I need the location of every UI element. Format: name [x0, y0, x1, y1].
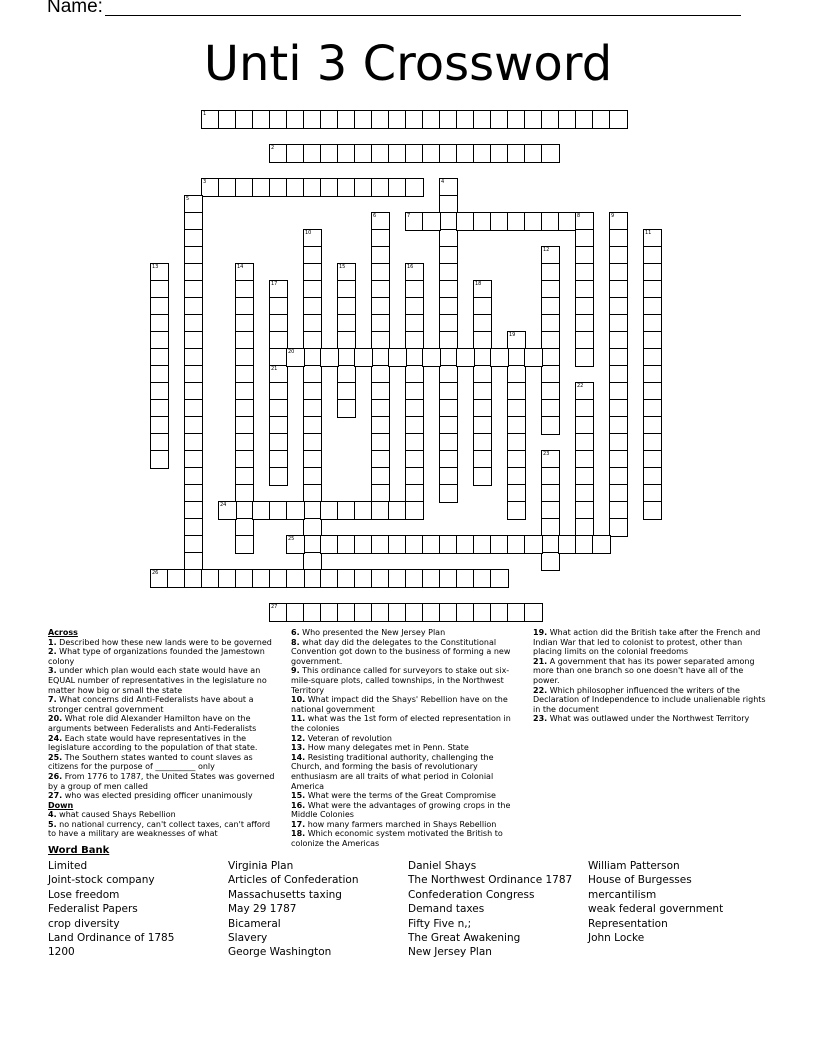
word-bank-item: Confederation Congress [408, 888, 535, 901]
clue-number-label: 16. [291, 800, 306, 810]
clue-number-label: 2. [48, 647, 57, 657]
clue-number-label: 25. [48, 752, 63, 762]
clue-number-label: 14. [291, 752, 306, 762]
clue-number-label: 4. [48, 810, 57, 820]
clue-text: How many delegates met in Penn. State [305, 743, 469, 753]
clue-text: who was elected presiding officer unanimously [62, 791, 253, 801]
word-bank-item: Federalist Papers [48, 903, 138, 916]
grid-cell[interactable] [286, 348, 305, 367]
clue-item [533, 628, 768, 657]
word-bank-title: Word Bank [48, 845, 110, 856]
clue-number-label: 6. [291, 628, 300, 637]
grid-cell[interactable] [541, 416, 560, 435]
word-bank-item: Daniel Shays [408, 860, 477, 872]
clue-text: What type of organizations founded the Jamestown colony [48, 647, 265, 666]
word-bank-item: The Great Awakening [408, 932, 521, 945]
grid-cell[interactable] [439, 484, 458, 503]
clues-column-1 [48, 628, 278, 839]
clue-number: 20 [288, 349, 295, 355]
clue-number: 7 [407, 213, 411, 219]
word-bank-item: Virginia Plan [228, 860, 294, 872]
clues-column-2 [291, 628, 526, 849]
clue-number: 3 [203, 179, 207, 185]
clue-item [291, 801, 526, 820]
clue-number: 16 [407, 264, 414, 270]
word-bank-item: Land Ordinance of 1785 [48, 932, 175, 945]
clue-text: under which plan would each state would have an EQUAL number of representatives in the legislature no matter how big or small the state [48, 666, 267, 695]
grid-cell[interactable] [609, 110, 628, 129]
clue-number-label: 27. [48, 791, 63, 801]
grid-cell[interactable] [388, 348, 407, 367]
clue-number: 26 [152, 570, 159, 576]
word-bank-item: Limited [48, 860, 88, 872]
clue-text: What role did Alexander Hamilton have on the arguments between Federalists and Anti-Federalists [48, 714, 257, 733]
clue-item [533, 714, 768, 724]
clue-number: 15 [339, 264, 346, 270]
clue-text: What impact did the Shays' Rebellion have on the national government [291, 695, 508, 714]
grid-cell[interactable] [592, 535, 611, 554]
clue-number: 24 [220, 502, 227, 508]
word-bank-item: Slavery [228, 932, 268, 945]
clue-number-label: 13. [291, 743, 306, 753]
clue-number: 11 [645, 230, 652, 236]
clue-text: no national currency, can't collect taxes, can't afford to have a military are weaknesses of what [48, 819, 271, 839]
grid-cell[interactable] [490, 569, 509, 588]
clue-number: 8 [577, 213, 581, 219]
word-bank-item: George Washington [228, 946, 332, 959]
grid-cell[interactable] [541, 552, 560, 571]
clue-number-label: 10. [291, 695, 306, 705]
word-bank-item: Bicameral [228, 917, 281, 930]
clue-item [48, 714, 278, 733]
word-bank-item: Demand taxes [408, 903, 485, 916]
grid-cell[interactable] [286, 535, 305, 554]
clue-text: Described how these new lands were to be governed [56, 637, 272, 647]
clue-number-label: 1. [48, 637, 57, 647]
clue-text: What was outlawed under the Northwest Territory [547, 714, 750, 724]
clue-number: 2 [271, 145, 275, 151]
clue-item [291, 791, 526, 801]
grid-cell[interactable] [269, 467, 288, 486]
word-bank-item: Fifty Five n,; [408, 917, 472, 930]
grid-cell[interactable] [490, 348, 509, 367]
clue-text: Veteran of revolution [305, 733, 392, 743]
clue-number: 27 [271, 604, 278, 610]
clue-number-label: 19. [533, 628, 548, 637]
clue-text: what caused Shays Rebellion [56, 810, 176, 820]
word-bank-column [48, 859, 174, 960]
clue-number: 6 [373, 213, 377, 219]
clue-text: Resisting traditional authority, challenging the Church, and forming the basis of revolutionary enthusiasm are all traits of what period in Colonial America [291, 752, 494, 791]
clue-text: what was the 1st form of elected representation in the colonies [291, 714, 511, 733]
clue-text: This ordinance called for surveyors to stake out six-mile-square plots, called townships, in the Northwest Territory [291, 666, 510, 695]
clue-text: A government that has its power separated among more than one branch so one doesn't have all of the power. [533, 656, 755, 685]
word-bank-item: William Patterson [588, 860, 680, 872]
grid-cell[interactable] [235, 535, 254, 554]
clue-item [291, 666, 526, 695]
clue-number-label: 17. [291, 819, 306, 829]
clue-number-label: 15. [291, 791, 306, 801]
grid-cell[interactable] [524, 535, 543, 554]
clue-number: 23 [543, 451, 550, 457]
clue-number: 17 [271, 281, 278, 287]
word-bank-item: House of Burgesses [588, 874, 692, 887]
grid-cell[interactable] [354, 348, 373, 367]
word-bank-item: Massachusetts taxing [228, 888, 342, 901]
clue-text: Each state would have representatives in the legislature according to the population of that state. [48, 733, 258, 753]
clue-text: What concerns did Anti-Federalists have about a stronger central government [48, 695, 254, 714]
clue-number-label: 26. [48, 771, 63, 781]
word-bank-item: John Locke [588, 932, 645, 945]
clue-item [48, 753, 278, 772]
clue-number: 21 [271, 366, 278, 372]
word-bank-item: Articles of Confederation [228, 874, 359, 887]
clue-item [291, 628, 526, 638]
grid-cell[interactable] [643, 501, 662, 520]
grid-cell[interactable] [405, 178, 424, 197]
word-bank-item: 1200 [48, 946, 75, 959]
clues-column-3 [533, 628, 768, 724]
clue-number-label: 18. [291, 829, 306, 839]
clue-item [48, 820, 278, 839]
clue-text: What were the terms of the Great Compromise [305, 791, 496, 801]
clue-item [48, 638, 278, 648]
clue-item [291, 829, 526, 848]
clue-number-label: 22. [533, 685, 548, 695]
grid-cell[interactable] [524, 348, 543, 367]
clue-item [48, 810, 278, 820]
grid-cell[interactable] [456, 348, 475, 367]
grid-cell[interactable] [286, 501, 305, 520]
word-bank-column [408, 859, 572, 960]
grid-cell[interactable] [218, 501, 237, 520]
grid-cell[interactable] [150, 450, 169, 469]
clue-number: 1 [203, 111, 207, 117]
clue-text: From 1776 to 1787, the United States was governed by a group of men called [48, 771, 275, 791]
word-bank-item: Joint-stock company [48, 874, 155, 887]
clue-number-label: 9. [291, 666, 300, 676]
grid-cell[interactable] [524, 603, 543, 622]
clue-number: 22 [577, 383, 584, 389]
clue-number-label: 7. [48, 695, 57, 705]
word-bank-item: May 29 1787 [228, 903, 297, 916]
word-bank-item: New Jersey Plan [408, 946, 492, 959]
word-bank-item: crop diversity [48, 917, 120, 930]
clue-number-label: 5. [48, 819, 57, 829]
down-heading: Down [48, 800, 74, 810]
clue-text: how many farmers marched in Shays Rebellion [305, 819, 497, 829]
word-bank-item: Representation [588, 917, 668, 930]
grid-cell[interactable] [422, 348, 441, 367]
clue-text: what day did the delegates to the Constitutional Convention got down to the business of forming a new government. [291, 637, 511, 666]
clue-text: The Southern states wanted to count slaves as citizens for the purpose of __________ only [48, 752, 253, 772]
clue-number-label: 20. [48, 714, 63, 724]
clue-number: 9 [611, 213, 615, 219]
clue-item [291, 695, 526, 714]
word-bank-item: weak federal government [588, 903, 724, 916]
clue-text: What action did the British take after the French and Indian War that led to colonist to protest, other than placing limits on the colonial freedoms [533, 628, 761, 657]
grid-cell[interactable] [507, 501, 526, 520]
clue-item [48, 772, 278, 791]
clue-text: What were the advantages of growing crops in the Middle Colonies [291, 800, 511, 820]
clue-item [291, 714, 526, 733]
clue-number-label: 12. [291, 733, 306, 743]
clue-number: 25 [288, 536, 295, 542]
clue-number-label: 11. [291, 714, 306, 724]
clue-number: 4 [441, 179, 445, 185]
grid-cell[interactable] [575, 348, 594, 367]
clue-item [291, 743, 526, 753]
clue-item [291, 753, 526, 791]
clue-number: 5 [186, 196, 190, 202]
clue-item [48, 734, 278, 753]
name-label: Name: [47, 0, 103, 17]
clue-number: 19 [509, 332, 516, 338]
clue-item [533, 686, 768, 715]
clue-item [533, 657, 768, 686]
down-clue-list-3 [533, 628, 768, 724]
grid-cell[interactable] [541, 144, 560, 163]
clue-number-label: 3. [48, 666, 57, 676]
clue-number: 18 [475, 281, 482, 287]
word-bank-item: Lose freedom [48, 888, 120, 901]
across-heading: Across [48, 628, 78, 637]
clue-number: 13 [152, 264, 159, 270]
clue-item [48, 647, 278, 666]
grid-cell[interactable] [337, 399, 356, 418]
grid-cell[interactable] [422, 212, 441, 231]
grid-cell[interactable] [286, 569, 305, 588]
clue-item [291, 820, 526, 830]
word-bank-column [228, 859, 359, 960]
clue-item [48, 695, 278, 714]
across-clue-list [48, 638, 278, 801]
grid-cell[interactable] [609, 518, 628, 537]
grid-cell[interactable] [320, 348, 339, 367]
clue-item [48, 791, 278, 801]
clue-item [291, 638, 526, 667]
grid-cell[interactable] [405, 501, 424, 520]
word-bank-column [588, 859, 723, 945]
grid-cell[interactable] [473, 467, 492, 486]
clue-number-label: 21. [533, 656, 548, 666]
clue-number-label: 24. [48, 733, 63, 743]
word-bank-item: mercantilism [588, 888, 657, 901]
clue-number-label: 8. [291, 637, 300, 647]
word-bank-item: The Northwest Ordinance 1787 [408, 874, 573, 887]
clue-number: 14 [237, 264, 244, 270]
down-clue-list-2 [291, 628, 526, 849]
clue-text: Which philosopher influenced the writers of the Declaration of Independence to include unalienable rights in the document [533, 685, 766, 714]
clue-item [48, 666, 278, 695]
clue-number-label: 23. [533, 714, 548, 724]
clue-text: Who presented the New Jersey Plan [299, 628, 446, 637]
clue-number: 10 [305, 230, 312, 236]
clue-number: 12 [543, 247, 550, 253]
clue-text: Which economic system motivated the British to colonize the Americas [291, 829, 503, 849]
clue-item [291, 734, 526, 744]
down-clue-list [48, 810, 278, 839]
page-title: Unti 3 Crossword [203, 36, 613, 92]
